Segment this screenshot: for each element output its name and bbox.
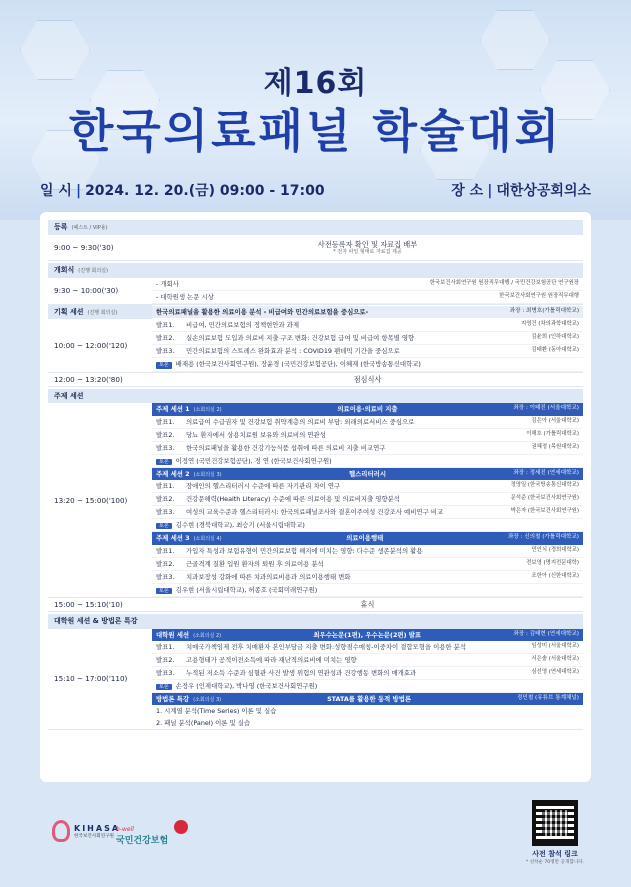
talk-title: 장애인의 헬스리터러시 수준에 따른 자기관리 차이 연구 bbox=[186, 482, 341, 490]
subsession-chair: 좌장 : 신의철 (가톨릭대학교) bbox=[507, 534, 579, 541]
discussion-badge: 토론 bbox=[156, 588, 172, 594]
talk-label: 발표1. bbox=[156, 546, 175, 555]
qr-note: * 선착순 70명만 공개합니다. bbox=[525, 860, 585, 865]
list-item bbox=[152, 416, 583, 429]
date-info bbox=[40, 180, 325, 206]
talk-org: 정영일 (한국방송통신대학교) bbox=[510, 482, 579, 488]
opening-heading bbox=[48, 263, 583, 278]
registration-note: * 전자 파일 형태로 자료집 제공 bbox=[333, 248, 402, 255]
subsession-header bbox=[152, 532, 583, 544]
edition-title: 제16회 bbox=[263, 66, 368, 101]
method-item: 1. 시계열 분석(Time Series) 이론 및 실습 bbox=[156, 707, 277, 716]
subsession-chair: 좌장 : 정세진 (연세대학교) bbox=[513, 469, 579, 476]
talk-org: 김윤희 (인하대학교) bbox=[531, 334, 579, 341]
talk-org: 김은아 (서울대학교) bbox=[531, 417, 579, 424]
opening-row bbox=[48, 278, 583, 305]
talk-label: 발표3. bbox=[156, 668, 175, 677]
grad-session-heading bbox=[48, 614, 583, 629]
subsession-name: 주제 세션 1 bbox=[156, 405, 190, 414]
registration-row bbox=[48, 235, 583, 261]
talk-title: 실손의료보험 도입과 의료비 지출 구조 변화: 건강보험 급여 및 비급여 항목별 영향 bbox=[186, 334, 415, 343]
talk-org: 문석준 (한국보건사회연구원) bbox=[510, 495, 579, 501]
subsession-chair: 정민철 (유튜브 통계채널) bbox=[517, 695, 579, 701]
kihasa-logo-icon bbox=[52, 820, 70, 842]
break-label: 휴식 bbox=[360, 599, 375, 609]
venue-info bbox=[451, 180, 591, 206]
keynote-tag: (진행 회의실) bbox=[87, 309, 118, 316]
talk-label: 발표2. bbox=[156, 334, 175, 343]
subsession-name: 주제 세션 2 bbox=[156, 469, 190, 478]
keynote-heading bbox=[48, 305, 152, 320]
topic-session-row bbox=[48, 403, 583, 598]
list-item bbox=[152, 319, 583, 332]
break-time: 15:00 ~ 15:10('10) bbox=[54, 599, 123, 609]
list-item bbox=[152, 667, 583, 680]
list-item bbox=[152, 332, 583, 345]
subsession-room: (소회의실 2) bbox=[193, 632, 222, 639]
subsession-name: 방법론 특강 bbox=[156, 695, 190, 703]
grad-subsession-header bbox=[152, 629, 583, 641]
talk-title: 치매국가책임제 전후 치매환자 본인부담금 지출 변화:성향점수매칭-이중차이 결합모형을 이용한 분석 bbox=[186, 642, 466, 651]
hwell-text: h-well bbox=[116, 826, 134, 833]
keynote-label: 기획 세션 bbox=[54, 307, 84, 316]
hero-banner bbox=[0, 0, 631, 220]
list-item bbox=[152, 429, 583, 442]
subsession-room: (소회의실 3) bbox=[193, 697, 222, 703]
list-item bbox=[152, 442, 583, 455]
talk-label: 발표1. bbox=[156, 642, 175, 651]
list-item bbox=[152, 480, 583, 493]
talk-title: 비급여, 민간의료보험의 정책현안과 과제 bbox=[186, 321, 300, 330]
keynote-topic-text: 한국의료패널을 활용한 의료이용 분석 - 비급여와 민간의료보험을 중심으로- bbox=[156, 307, 369, 316]
topic-session-time: 13:20 ~ 15:00('100) bbox=[54, 495, 128, 505]
discussion-badge: 토론 bbox=[156, 362, 172, 368]
list-item bbox=[152, 680, 583, 693]
talk-label: 발표3. bbox=[156, 443, 175, 452]
registration-time: 9:00 ~ 9:30('30) bbox=[54, 242, 114, 252]
discussion-badge: 토론 bbox=[156, 684, 172, 690]
qr-code-icon[interactable] bbox=[532, 800, 578, 846]
list-item bbox=[152, 558, 583, 571]
registration-label: 등록 bbox=[54, 223, 68, 231]
opening-item-text: - 개회사 bbox=[156, 279, 179, 288]
qr-label: 사전 참석 링크 bbox=[532, 850, 578, 858]
talk-org: 전보영 (명지전문대학) bbox=[526, 559, 579, 566]
kihasa-logo bbox=[52, 820, 120, 842]
list-item bbox=[152, 519, 583, 532]
break-row bbox=[48, 598, 583, 612]
talk-org: 지영건 (차의과학대학교) bbox=[521, 321, 579, 328]
discussion-badge: 토론 bbox=[156, 459, 172, 465]
talk-title: 근골격계 질환 입원 환자의 퇴원 후 의료이용 분석 bbox=[186, 559, 324, 568]
list-item bbox=[152, 705, 583, 717]
talk-org: 김태환 (동아대학교) bbox=[531, 347, 579, 354]
method-item: 2. 패널 분석(Panel) 이론 및 실습 bbox=[156, 719, 251, 728]
kihasa-name: KIHASA bbox=[74, 823, 121, 833]
talk-org: 임성미 (서울대학교) bbox=[531, 642, 579, 649]
talk-title: 여성의 교육수준과 헬스리터러시: 한국의료패널조사와 결혼이주여성 건강조사 예비연구 비교 bbox=[186, 508, 444, 516]
date-value: 2024. 12. 20.(금) 09:00 - 17:00 bbox=[85, 183, 325, 199]
keynote-topic bbox=[152, 306, 583, 318]
subsession-name: 대학원 세션 bbox=[156, 630, 190, 639]
talk-title: 누적된 저소득 수준과 심혈관 사건 발생 위험의 연관성과 건강행동 변화의 매개효과 bbox=[186, 668, 417, 677]
talk-label: 발표2. bbox=[156, 430, 175, 439]
talk-title: 건강문해력(Health Literacy) 수준에 따른 의료이용 및 의료비지출 영향분석 bbox=[186, 495, 400, 503]
separator: | bbox=[487, 183, 493, 199]
list-item bbox=[152, 345, 583, 358]
registration-tag: (패스트 / VIP용) bbox=[71, 225, 108, 231]
venue-value: 대한상공회의소 bbox=[496, 183, 591, 199]
subsession-title: STATA를 활용한 동적 방법론 bbox=[327, 695, 412, 703]
subsession-chair: 좌장 : 김태현 (연세대학교) bbox=[513, 630, 579, 637]
talk-title: 민간의료보험의 스트레스 완화효과 분석 : COVID19 팬데믹 기간을 중심으로 bbox=[186, 347, 400, 356]
list-item bbox=[152, 455, 583, 468]
venue-label: 장 소 bbox=[451, 183, 484, 199]
heart-logo-icon bbox=[174, 820, 188, 834]
talk-org: 민인식 (경희대학교) bbox=[531, 546, 579, 553]
topic-session-heading bbox=[48, 389, 583, 404]
separator: | bbox=[75, 183, 82, 199]
keynote-content bbox=[152, 319, 583, 371]
list-item bbox=[152, 584, 583, 597]
grad-session-time: 15:10 ~ 17:00('110) bbox=[54, 674, 128, 684]
opening-tag: (진행 회의실) bbox=[78, 267, 108, 274]
talk-org: 이해호 (가톨릭대학교) bbox=[526, 430, 579, 437]
list-item bbox=[152, 493, 583, 506]
talk-label: 발표1. bbox=[156, 321, 175, 330]
talk-title: 한국의료패널을 활용한 건강기능식품 섭취에 따른 의료비 지출 비교연구 bbox=[186, 443, 386, 452]
footer bbox=[40, 792, 591, 882]
talk-label: 발표3. bbox=[156, 508, 175, 516]
list-item bbox=[152, 641, 583, 654]
talk-org: 심선영 (연세대학교) bbox=[531, 668, 579, 675]
subsession-title: 의료이용·의료비 지출 bbox=[337, 405, 398, 414]
list-item bbox=[152, 545, 583, 558]
method-subsession-header bbox=[152, 693, 583, 705]
discussion-text: 손정우 (인제대학교), 박나영 (한국보건사회연구원) bbox=[175, 681, 318, 690]
subsession-name: 주제 세션 3 bbox=[156, 534, 190, 543]
opening-item-org: 한국보건사회연구원 원장직무대행 bbox=[499, 292, 579, 299]
opening-item-org: 한국보건사회연구원 원장직무대행 / 국민건강보험공단 연구원장 bbox=[429, 279, 579, 286]
subsession-header bbox=[152, 403, 583, 415]
program-sheet bbox=[40, 212, 591, 782]
list-item bbox=[152, 654, 583, 667]
talk-label: 발표3. bbox=[156, 347, 175, 356]
list-item bbox=[152, 506, 583, 519]
topic-session-content bbox=[152, 403, 583, 597]
discussion-text: 김우현 (서울시립대학교), 허종호 (국회미래연구원) bbox=[175, 585, 318, 594]
subsession-chair: 좌장 : 이태진 (서울대학교) bbox=[513, 405, 579, 412]
talk-title: 의료급여 수급권자 및 건강보험 취약계층의 의료비 부담: 외래의료서비스 중심으로 bbox=[186, 417, 415, 426]
talk-org: 서은솔 (서울대학교) bbox=[531, 655, 579, 662]
grad-session-label: 대학원 세션 & 방법론 특강 bbox=[54, 616, 138, 625]
talk-label: 발표2. bbox=[156, 559, 175, 568]
keynote-row bbox=[48, 319, 583, 372]
grad-session-row bbox=[48, 629, 583, 731]
info-bar bbox=[40, 180, 591, 206]
qr-block[interactable] bbox=[525, 800, 585, 865]
talk-org: 박은자 (한국보건사회연구원) bbox=[510, 508, 579, 514]
registration-text: 사전등록자 확인 및 자료집 배부 bbox=[317, 239, 418, 249]
discussion-text: 배재용 (한국보건사회연구원), 장윤경 (국민건강보험공단), 이혜재 (한국방송통신대학교) bbox=[175, 360, 421, 369]
talk-label: 발표3. bbox=[156, 572, 175, 581]
list-item bbox=[152, 571, 583, 584]
nhis-logo bbox=[116, 826, 168, 846]
subsession-title: 최우수논문(1편), 우수논문(2편) 발표 bbox=[313, 630, 422, 639]
keynote-time: 10:00 ~ 12:00('120) bbox=[54, 340, 128, 350]
subsession-room: (소회의실 3) bbox=[193, 471, 222, 478]
topic-session-label: 주제 세션 bbox=[54, 391, 84, 400]
discussion-text: 이정연 (국민건강보험공단), 정 연 (한국보건사회연구원) bbox=[175, 456, 332, 465]
keynote-head-row bbox=[48, 305, 583, 320]
opening-label: 개회식 bbox=[54, 265, 75, 274]
talk-org: 권혜정 (목원대학교) bbox=[531, 443, 579, 450]
list-item bbox=[152, 358, 583, 371]
keynote-chair: 좌장 : 최병호(가톨릭대학교) bbox=[509, 307, 579, 314]
discussion-badge: 토론 bbox=[156, 523, 172, 529]
date-label: 일 시 bbox=[40, 183, 72, 199]
kihasa-sub: 한국보건사회연구원 bbox=[74, 833, 114, 839]
discussion-text: 김수현 (경북대학교), 최승기 (서울시립대학교) bbox=[175, 521, 305, 529]
talk-title: 고용형태가 공적이전소득에 따라 재난적의료비에 미치는 영향 bbox=[186, 655, 357, 664]
talk-label: 발표1. bbox=[156, 417, 175, 426]
talk-title: 당뇨 환자에서 상용치료원 보유와 의료비의 연관성 bbox=[186, 430, 326, 439]
subsession-title: 의료이용행태 bbox=[346, 534, 384, 543]
opening-item-text: - 대학원생 논문 시상 bbox=[156, 292, 214, 301]
list-item bbox=[152, 291, 583, 304]
talk-org: 조한아 (신한대학교) bbox=[531, 572, 579, 579]
subsession-header bbox=[152, 468, 583, 480]
talk-title: 가입자 특성과 보험유형이 민간의료보험 해지에 미치는 영향: 다수준 생존분석의 활용 bbox=[186, 546, 423, 555]
registration-content bbox=[152, 240, 583, 255]
registration-heading bbox=[48, 220, 583, 235]
nhis-name: 국민건강보험 bbox=[116, 836, 169, 846]
talk-label: 발표2. bbox=[156, 655, 175, 664]
opening-time: 9:30 ~ 10:00('30) bbox=[54, 286, 119, 295]
subsession-title: 헬스리터러시 bbox=[348, 469, 386, 478]
talk-title: 치과보장성 강화에 따른 치과의료비용과 의료이용행태 변화 bbox=[186, 572, 351, 581]
subsession-room: (소회의실 2) bbox=[193, 407, 222, 414]
lunch-row bbox=[48, 373, 583, 387]
talk-label: 발표2. bbox=[156, 495, 175, 503]
subsession-room: (소회의실 4) bbox=[193, 536, 222, 543]
talk-label: 발표1. bbox=[156, 482, 175, 490]
list-item bbox=[152, 717, 583, 729]
lunch-label: 점심식사 bbox=[353, 374, 382, 384]
grad-session-content bbox=[152, 629, 583, 730]
lunch-time: 12:00 ~ 13:20('80) bbox=[54, 374, 123, 384]
conference-title: 한국의료패널 학술대회 bbox=[68, 104, 563, 158]
opening-content bbox=[152, 278, 583, 304]
list-item bbox=[152, 278, 583, 291]
